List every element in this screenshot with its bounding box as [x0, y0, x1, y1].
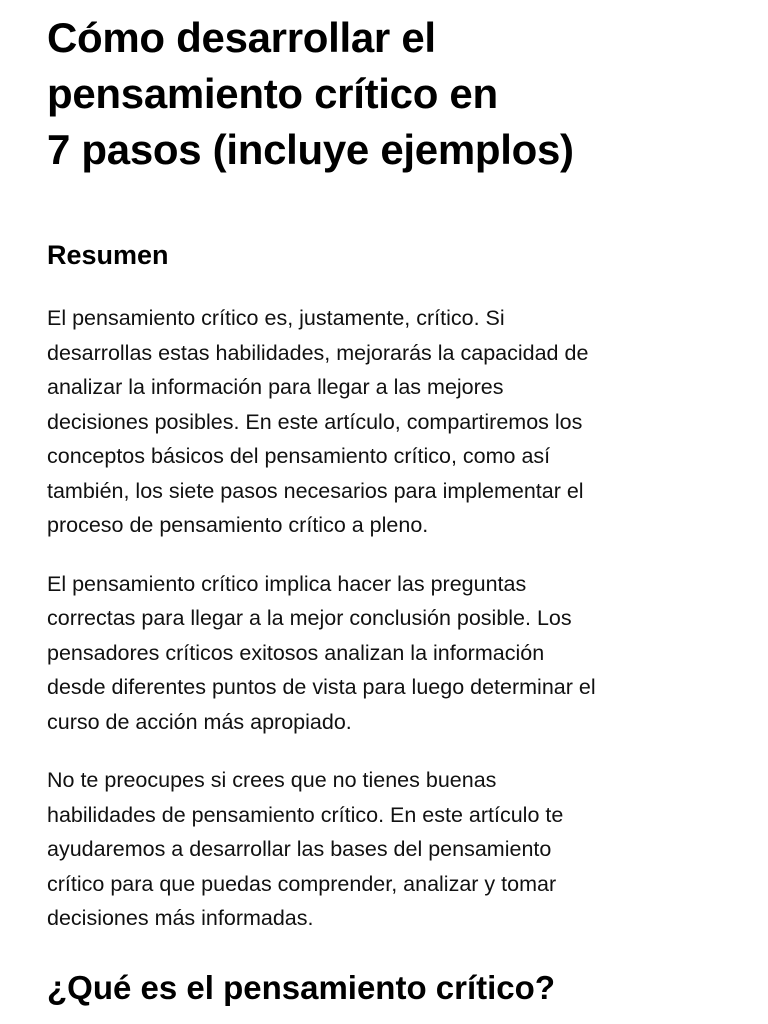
- text-line: desarrollas estas habilidades, mejorarás la capacidad de: [47, 340, 589, 365]
- text-line: conceptos básicos del pensamiento crítico, como así: [47, 444, 551, 468]
- text-line: desde diferentes puntos de vista para luego determinar el: [47, 675, 596, 699]
- summary-heading: Resumen: [47, 240, 169, 270]
- title-line: Cómo desarrollar el: [47, 14, 436, 61]
- article-title: [47, 10, 737, 178]
- text-line: El pensamiento crítico implica hacer las preguntas: [47, 571, 527, 596]
- summary-paragraph-1: [47, 301, 737, 543]
- section-heading-what-is: ¿Qué es el pensamiento crítico?: [47, 968, 555, 1006]
- text-line: pensadores críticos exitosos analizan la información: [47, 640, 545, 665]
- text-line: decisiones más informadas.: [47, 906, 314, 930]
- text-line: analizar la información para llegar a las mejores: [47, 375, 504, 399]
- summary-paragraph-2: [47, 567, 737, 740]
- text-line: ayudaremos a desarrollar las bases del pensamiento: [47, 837, 552, 861]
- title-line: 7 pasos (incluye ejemplos): [47, 126, 574, 173]
- text-line: correctas para llegar a la mejor conclusión posible. Los: [47, 606, 572, 630]
- text-line: proceso de pensamiento crítico a pleno.: [47, 513, 429, 537]
- text-line: habilidades de pensamiento crítico. En este artículo te: [47, 802, 564, 827]
- text-line: El pensamiento crítico es, justamente, crítico. Si: [47, 306, 505, 330]
- title-line: pensamiento crítico en: [47, 70, 498, 117]
- text-line: también, los siete pasos necesarios para implementar el: [47, 478, 584, 503]
- text-line: crítico para que puedas comprender, analizar y tomar: [47, 871, 557, 896]
- article: [47, 10, 737, 1010]
- text-line: curso de acción más apropiado.: [47, 709, 352, 734]
- text-line: No te preocupes si crees que no tienes buenas: [47, 768, 497, 792]
- summary-paragraph-3: [47, 763, 737, 936]
- text-line: decisiones posibles. En este artículo, compartiremos los: [47, 409, 583, 434]
